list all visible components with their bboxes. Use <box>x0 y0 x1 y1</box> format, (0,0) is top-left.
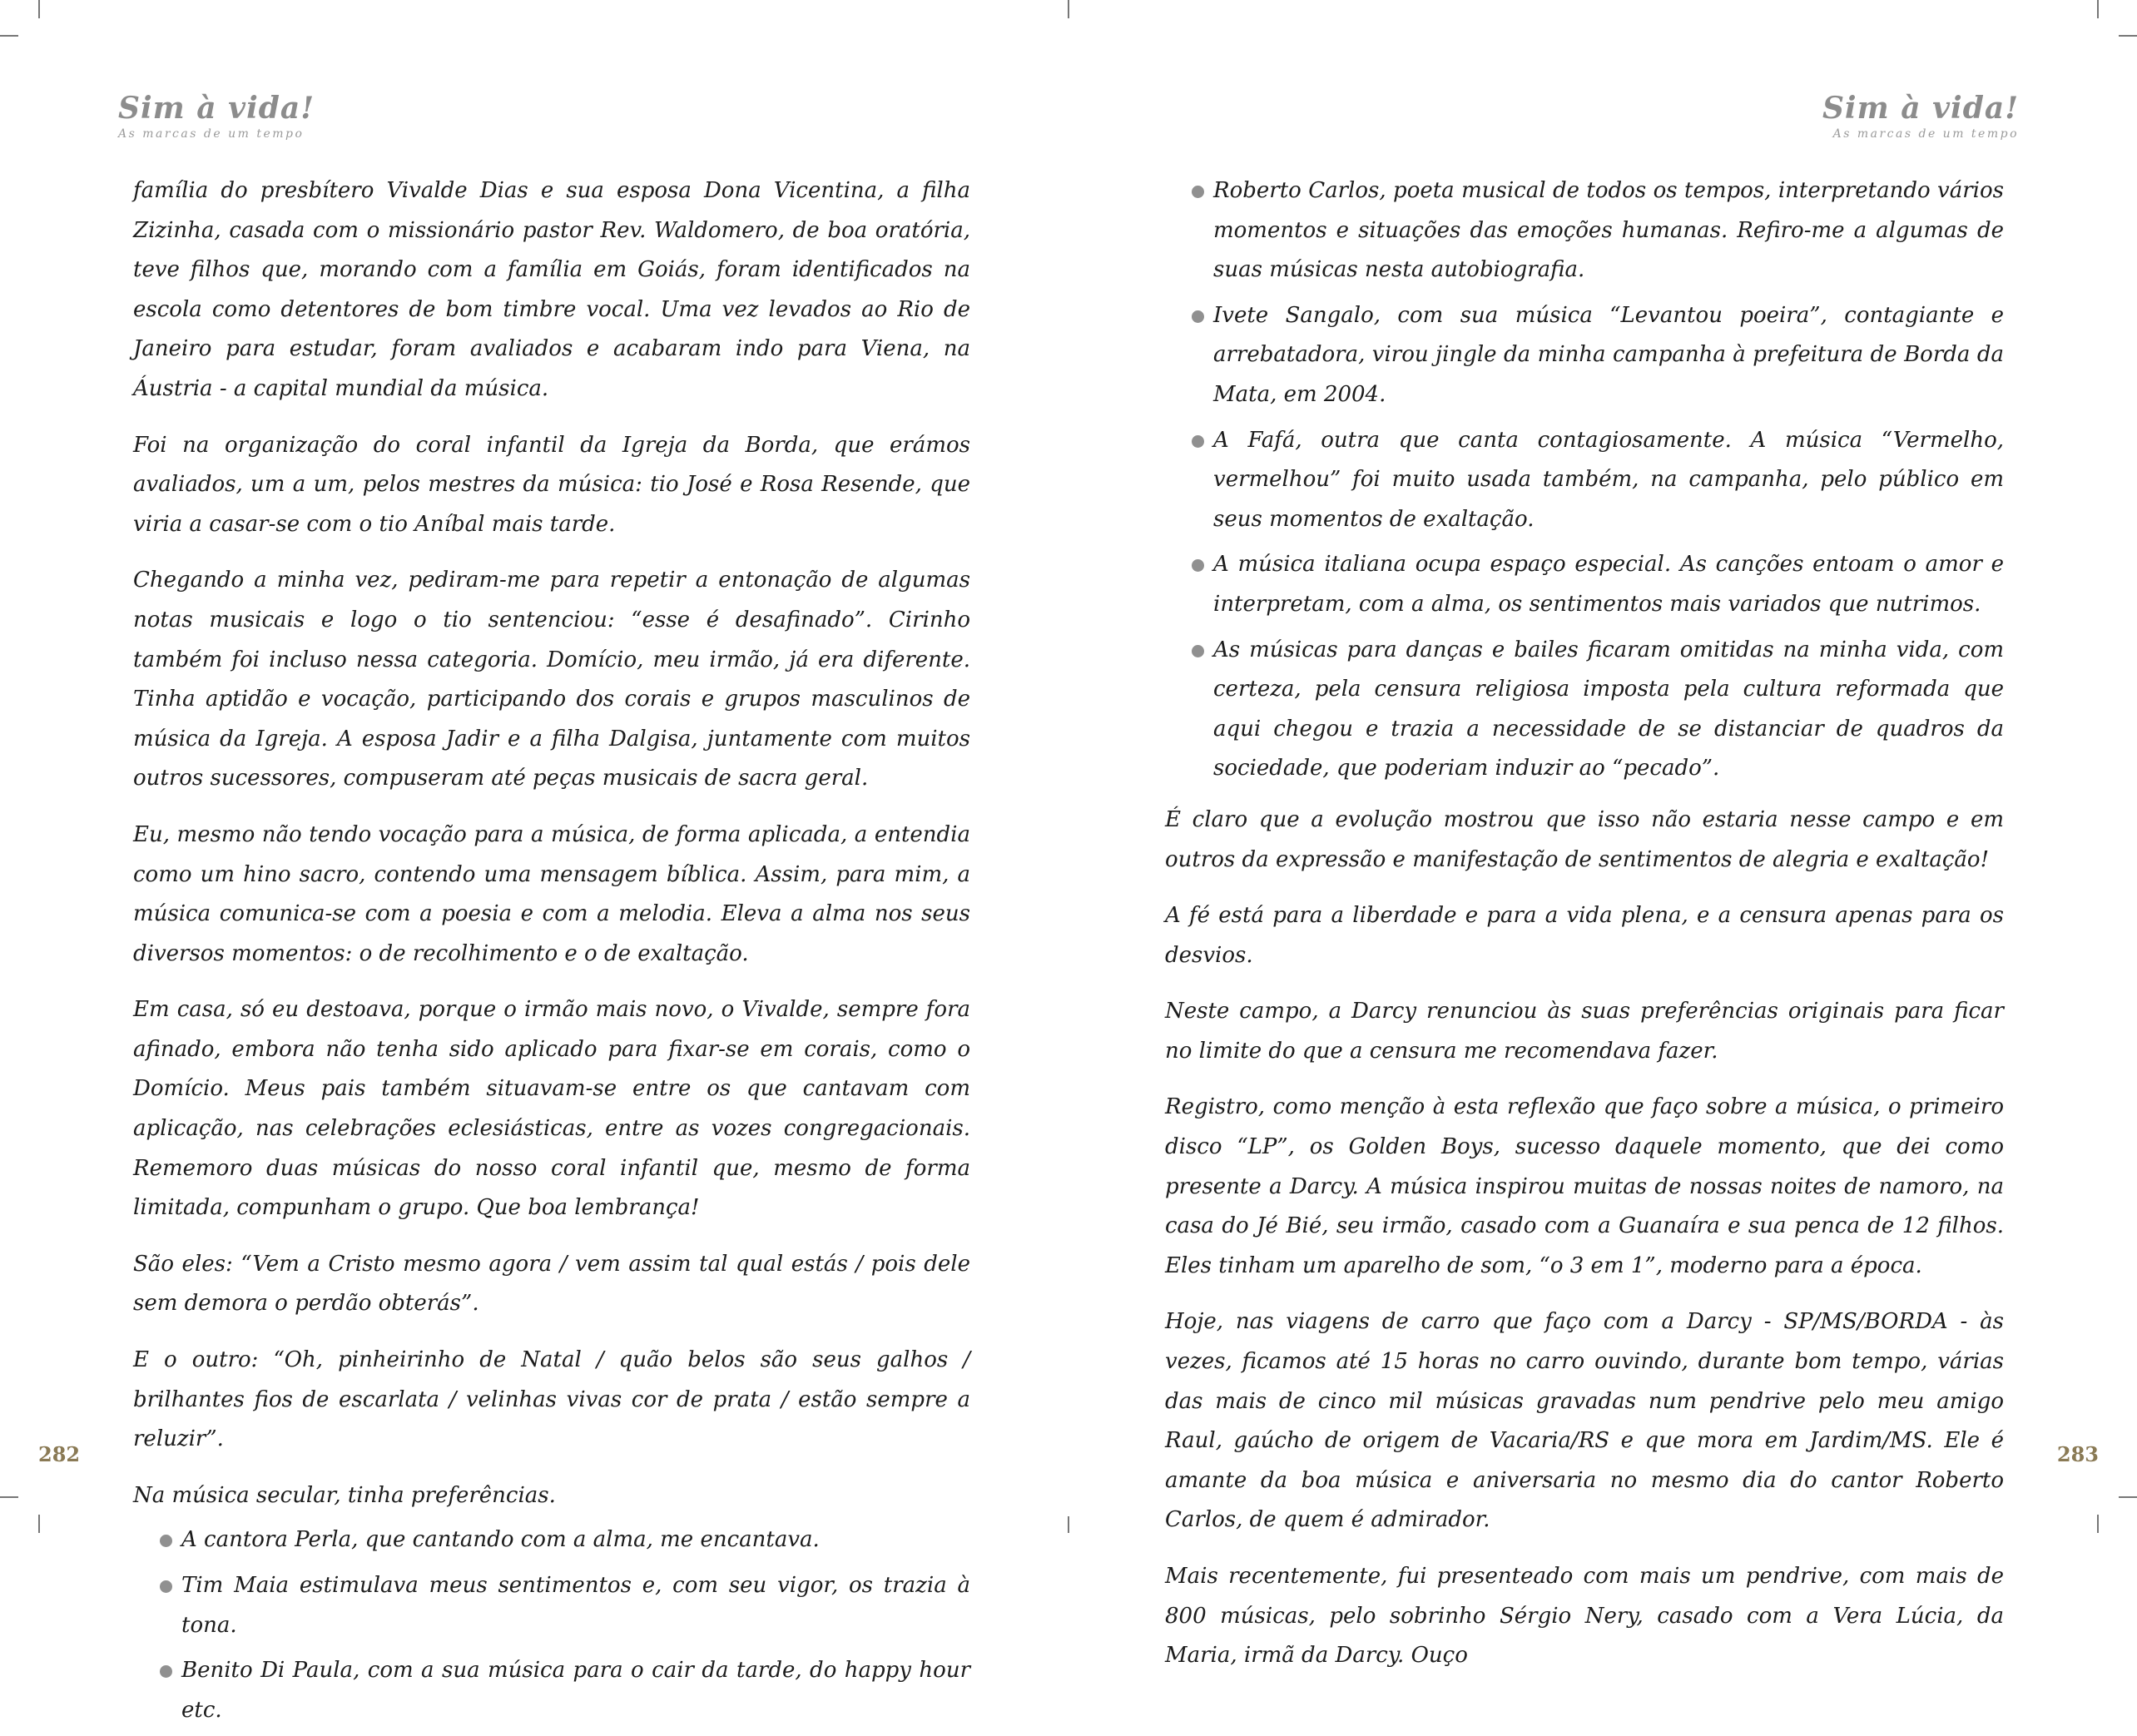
list-item-text: Ivete Sangalo, com sua música “Levantou poeira”, contagiante e arrebatadora, virou jingle da minha campanha à prefeitura de Borda da Mata, em 2004. <box>1213 302 2004 407</box>
list-item <box>1192 171 2004 290</box>
paragraph: Neste campo, a Darcy renunciou às suas preferências originais para ficar no limite do que a censura me recomendava fazer. <box>1165 999 2004 1064</box>
bullet-icon <box>160 1665 172 1678</box>
right-page-body <box>1165 171 2004 1693</box>
paragraph: Em casa, só eu destoava, porque o irmão mais novo, o Vivalde, sempre fora afinado, embora não tenha sido aplicado para fixar-se em corais, como o Domício. Meus pais também situavam-se entre os que cantavam com aplicação, nas celebrações eclesiásticas, entre as vozes congregacionais. Rememoro duas músicas do nosso coral infantil que, mesmo de forma limitada, compunham o grupo. Que boa lembrança! <box>133 997 970 1221</box>
page-number: 283 <box>2056 1442 2099 1466</box>
bullet-icon <box>160 1580 172 1593</box>
book-title: Sim à vida! <box>1822 91 2019 126</box>
bullet-list <box>133 1520 970 1730</box>
list-item-text: As músicas para danças e bailes ficaram omitidas na minha vida, com certeza, pela censura religiosa imposta pela cultura reformada que aqui chegou e trazia a necessidade de se distanciar de quadros da sociedade, que poderiam induzir ao “pecado”. <box>1213 637 2004 781</box>
list-item <box>1192 631 2004 789</box>
list-item-text: Roberto Carlos, poeta musical de todos os tempos, interpretando vários momentos e situações das emoções humanas. Refiro-me a algumas de suas músicas nesta autobiografia. <box>1213 178 2004 283</box>
bullet-icon <box>1192 559 1204 572</box>
paragraph: Foi na organização do coral infantil da Igreja da Borda, que erámos avaliados, um a um, pelos mestres da música: tio José e Rosa Resende, que viria a casar-se com o tio Aníbal mais tarde. <box>133 432 970 537</box>
paragraph: A fé está para a liberdade e para a vida plena, e a censura apenas para os desvios. <box>1165 903 2004 968</box>
book-subtitle: As marcas de um tempo <box>1832 127 2019 141</box>
paragraph: Mais recentemente, fui presenteado com mais um pendrive, com mais de 800 músicas, pelo sobrinho Sérgio Nery, casado com a Vera Lúcia, da Maria, irmã da Darcy. Ouço <box>1165 1564 2004 1669</box>
bullet-icon <box>1192 435 1204 448</box>
left-page <box>0 0 1068 1723</box>
bullet-icon <box>160 1535 172 1547</box>
paragraph: Eu, mesmo não tendo vocação para a música, de forma aplicada, a entendia como um hino sacro, contendo uma mensagem bíblica. Assim, para mim, a música comunica-se com a poesia e com a melodia. Eleva a alma nos seus diversos momentos: o de recolhimento e o de exaltação. <box>133 821 970 966</box>
list-item <box>1192 421 2004 540</box>
list-item <box>160 1651 970 1730</box>
paragraph: Registro, como menção à esta reflexão que faço sobre a música, o primeiro disco “LP”, os Golden Boys, sucesso daquele momento, que dei como presente a Darcy. A música inspirou muitas de nossas noites de namoro, na casa do Jé Bié, seu irmão, casado com a Guanaíra e sua penca de 12 filhos. Eles tinham um aparelho de som, “o 3 em 1”, moderno para a época. <box>1165 1094 2004 1278</box>
paragraph: São eles: “Vem a Cristo mesmo agora / vem assim tal qual estás / pois dele sem demora o perdão obterás”. <box>133 1251 970 1317</box>
list-item-text: Benito Di Paula, com a sua música para o cair da tarde, do happy hour etc. <box>181 1658 970 1723</box>
list-item-text: A Fafá, outra que canta contagiosamente. A música “Vermelho, vermelhou” foi muito usada também, na campanha, pelo público em seus momentos de exaltação. <box>1213 427 2004 532</box>
list-item <box>160 1520 970 1560</box>
book-title: Sim à vida! <box>118 91 315 126</box>
right-page <box>1068 0 2137 1669</box>
paragraph: Na música secular, tinha preferências. <box>133 1482 556 1508</box>
list-item <box>160 1566 970 1645</box>
paragraph: E o outro: “Oh, pinheirinho de Natal / quão belos são seus galhos / brilhantes fios de escarlata / velinhas vivas cor de prata / estão sempre a reluzir”. <box>133 1347 970 1452</box>
bullet-icon <box>1192 645 1204 657</box>
list-item <box>1192 296 2004 415</box>
running-header <box>118 90 315 141</box>
bullet-list <box>1165 171 2004 789</box>
bullet-icon <box>1192 310 1204 323</box>
paragraph: É claro que a evolução mostrou que isso não estaria nesse campo e em outros da expressão e manifestação de sentimentos de alegria e exaltação! <box>1165 806 2004 872</box>
paragraph: Chegando a minha vez, pediram-me para repetir a entonação de algumas notas musicais e logo o tio sentenciou: “esse é desafinado”. Cirinho também foi incluso nessa categoria. Domício, meu irmão, já era diferente. Tinha aptidão e vocação, participando dos corais e grupos masculinos de música da Igreja. A esposa Jadir e a filha Dalgisa, juntamente com muitos outros sucessores, compuseram até peças musicais de sacra geral. <box>133 568 970 791</box>
bullet-icon <box>1192 186 1204 198</box>
list-item-text: Tim Maia estimulava meus sentimentos e, com seu vigor, os trazia à tona. <box>181 1573 970 1638</box>
list-item-text: A música italiana ocupa espaço especial. As canções entoam o amor e interpretam, com a alma, os sentimentos mais variados que nutrimos. <box>1213 552 2004 617</box>
list-item <box>1192 545 2004 624</box>
list-item-text: A cantora Perla, que cantando com a alma, me encantava. <box>181 1527 820 1553</box>
paragraph: família do presbítero Vivalde Dias e sua esposa Dona Vicentina, a filha Zizinha, casada com o missionário pastor Rev. Waldomero, de boa oratória, teve filhos que, morando com a família em Goiás, foram identificados na escola como detentores de bom timbre vocal. Uma vez levados ao Rio de Janeiro para estudar, foram avaliados e acabaram indo para Viena, na Áustria - a capital mundial da música. <box>133 178 970 401</box>
running-header <box>1822 90 2019 141</box>
page-number: 282 <box>38 1442 81 1466</box>
paragraph: Hoje, nas viagens de carro que faço com a Darcy - SP/MS/BORDA - às vezes, ficamos até 15 horas no carro ouvindo, durante bom tempo, várias das mais de cinco mil músicas gravadas num pendrive pelo meu amigo Raul, gaúcho de origem de Vacaria/RS e que mora em Jardim/MS. Ele é amante da boa música e aniversaria no mesmo dia do cantor Roberto Carlos, de quem é admirador. <box>1165 1309 2004 1533</box>
left-page-body <box>133 171 970 1736</box>
book-subtitle: As marcas de um tempo <box>118 127 305 141</box>
